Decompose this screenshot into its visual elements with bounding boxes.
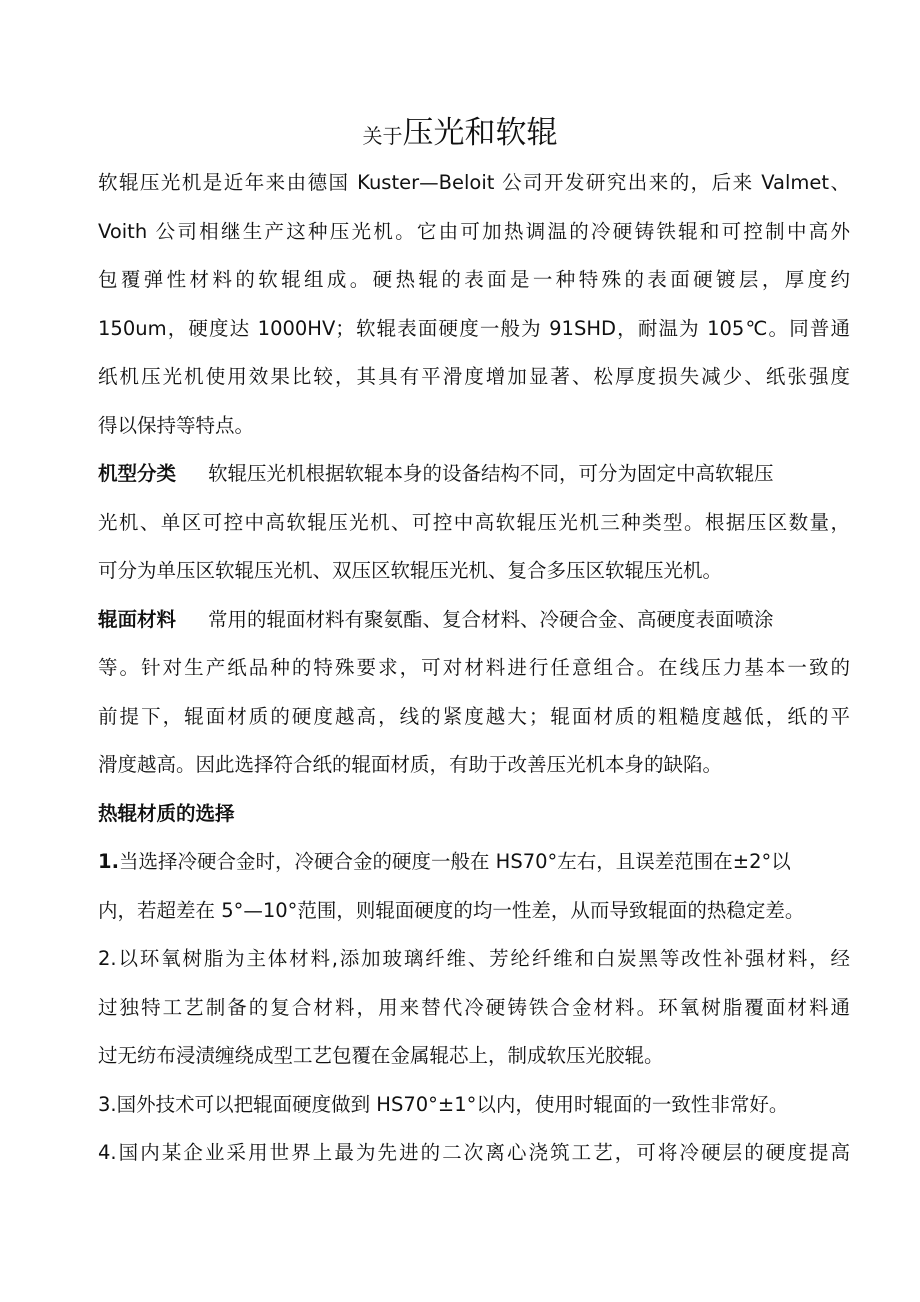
paragraph-line: 包覆弹性材料的软辊组成。硬热辊的表面是一种特殊的表面硬镀层，厚度约 [98,268,850,291]
paragraph-line: 光机、单区可控中高软辊压光机、可控中高软辊压光机三种类型。根据压区数量， [98,510,850,534]
title-main: 压光和软辊 [402,115,558,151]
title-prefix: 关于 [362,124,403,148]
paragraph-line: 过独特工艺制备的复合材料，用来替代冷硬铸铁合金材料。环氧树脂覆面材料通 [98,995,850,1019]
list-item-1-first-line [98,838,850,887]
paragraph-line: 内，若超差在 5°—10°范围，则辊面硬度的均一性差，从而导致辊面的热稳定差。 [98,898,805,922]
paragraph-line: 得以保持等特点。 [98,413,255,437]
paragraph-line: 软辊压光机是近年来由德国 Kuster—Beloit 公司开发研究出来的，后来 Valmet、 [98,171,850,194]
list-number: 1. [98,850,119,873]
section-materials-text: 常用的辊面材料有聚氨酯、复合材料、冷硬合金、高硬度表面喷涂 [208,607,774,631]
list-item: 4.国内某企业采用世界上最为先进的二次离心浇筑工艺，可将冷硬层的硬度提高 [98,1141,850,1164]
paragraph-line: 过无纺布浸渍缠绕成型工艺包覆在金属辊芯上，制成软压光胶辊。 [98,1044,664,1067]
section-heading-materials: 辊面材料 [98,607,177,631]
list-item-text: 当选择冷硬合金时，冷硬合金的硬度一般在 HS70°左右，且误差范围在±2°以 [118,850,791,873]
paragraph-line: 滑度越高。因此选择符合纸的辊面材质，有助于改善压光机本身的缺陷。 [98,753,723,776]
list-item: 3.国外技术可以把辊面硬度做到 HS70°±1°以内，使用时辊面的一致性非常好。 [98,1092,789,1116]
page-title [0,110,920,156]
paragraph-line: 150um，硬度达 1000HV；软辊表面硬度一般为 91SHD，耐温为 105℃。同普通 [98,316,850,340]
section-heading-hot-roll: 热辊材质的选择 [98,801,235,825]
section-models-first-line [98,450,850,499]
paragraph-line: 纸机压光机使用效果比较，其具有平滑度增加显著、松厚度损失减少、纸张强度 [98,365,850,388]
document-body [98,159,850,1178]
paragraph-line: 可分为单压区软辊压光机、双压区软辊压光机、复合多压区软辊压光机。 [98,559,723,582]
section-materials-first-line [98,596,850,645]
paragraph-line: 等。针对生产纸品种的特殊要求，可对材料进行任意组合。在线压力基本一致的 [98,656,850,679]
paragraph-line: 前提下，辊面材质的硬度越高，线的紧度越大；辊面材质的粗糙度越低，纸的平 [98,704,850,728]
section-heading-models: 机型分类 [98,462,177,485]
section-models-text: 软辊压光机根据软辊本身的设备结构不同，可分为固定中高软辊压 [208,462,774,485]
paragraph-line: 2.以环氧树脂为主体材料,添加玻璃纤维、芳纶纤维和白炭黑等改性补强材料，经 [98,947,850,970]
paragraph-line: Voith 公司相继生产这种压光机。它由可加热调温的冷硬铸铁辊和可控制中高外 [98,219,850,243]
